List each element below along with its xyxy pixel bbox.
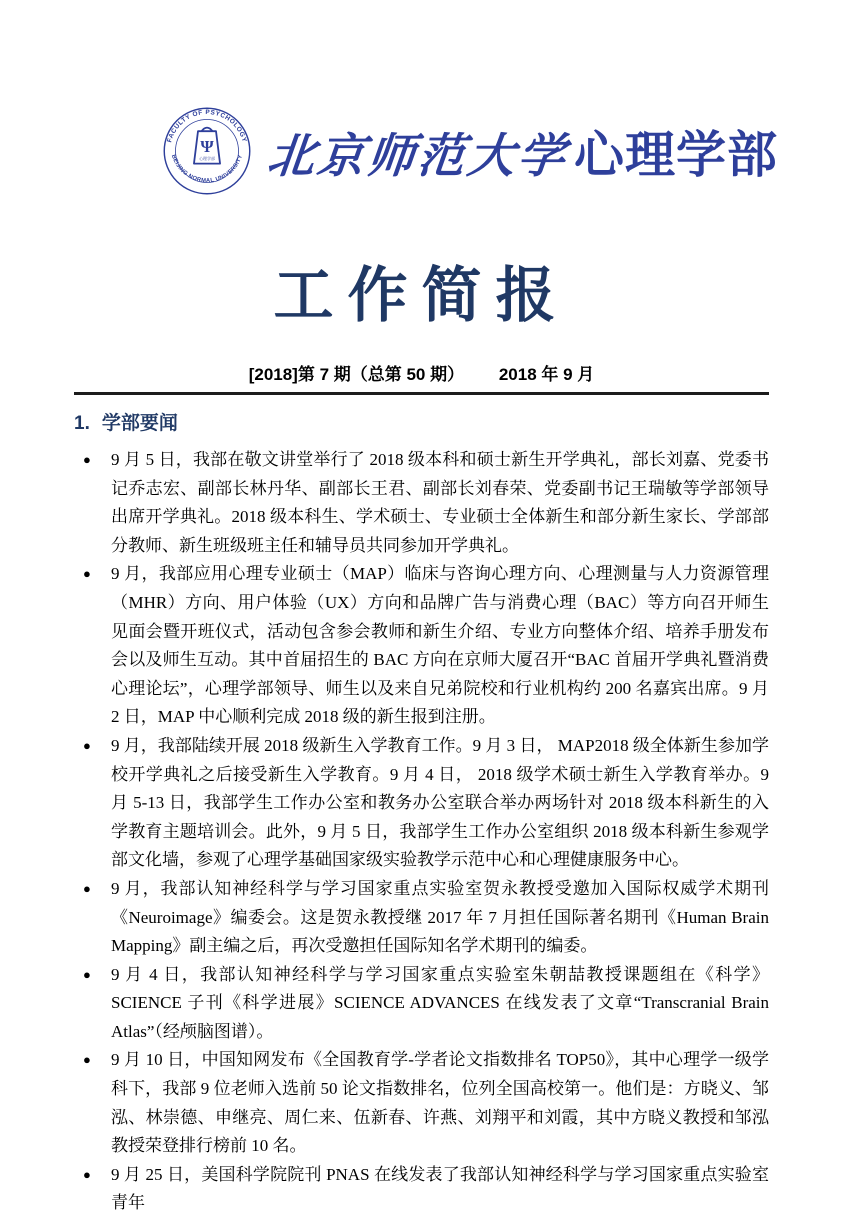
news-item-text: 9 月 5 日，我部在敬文讲堂举行了 2018 级本科和硕士新生开学典礼，部长刘嘉、党委书记乔志宏、副部长林丹华、副部长王君、副部长刘春荣、党委副书记王瑞敏等学部领导出席开学典礼。2018 级本科生、学术硕士、专业硕士全体新生和部分新生家长、学部部分教师、新生班级班主任和辅导员共同参加开学典礼。	[111, 450, 769, 555]
bullet-icon: ●	[83, 737, 91, 753]
letterhead	[74, 0, 778, 196]
news-item-text: 9 月 4 日，我部认知神经科学与学习国家重点实验室朱朝喆教授课题组在《科学》SCIENCE 子刊《科学进展》SCIENCE ADVANCES 在线发表了文章“Transcranial Brain Atlas”（经颅脑图谱）。	[111, 964, 769, 1041]
bullet-icon: ●	[83, 880, 91, 896]
news-item-text: 9 月 10 日，中国知网发布《全国教育学-学者论文指数排名 TOP50》，其中心理学一级学科下，我部 9 位老师入选前 50 论文指数排名，位列全国高校第一。他们是：方晓义、邹泓、林崇德、申继亮、周仁来、伍新春、许燕、刘翔平和刘霞，其中方晓义教授和邹泓教授荣登排行榜前 10 名。	[111, 1050, 769, 1156]
news-item	[74, 1161, 769, 1218]
seal-bottom-text: BEIJING NORMAL UNIVERSITY	[169, 153, 245, 185]
faculty-seal-logo	[162, 106, 252, 196]
bullet-icon: ●	[83, 966, 91, 982]
seal-top-text: FACULTY OF PSYCHOLOGY	[166, 109, 248, 144]
seal-center-caption: 心理学部	[199, 156, 215, 161]
news-item	[74, 732, 769, 875]
news-list	[74, 446, 769, 1218]
news-item	[74, 1046, 769, 1160]
seal-psi-symbol: Ψ	[200, 136, 214, 156]
faculty-name: 心理学部	[574, 127, 778, 183]
news-item	[74, 446, 769, 560]
section-title: 学部要闻	[101, 413, 178, 434]
news-item-text: 9 月，我部认知神经科学与学习国家重点实验室贺永教授受邀加入国际权威学术期刊《Neuroimage》编委会。这是贺永教授继 2017 年 7 月担任国际著名期刊《Human Brain Mapping》副主编之后，再次受邀担任国际知名学术期刊的编委。	[111, 878, 769, 956]
news-item	[74, 961, 769, 1047]
letterhead-wordmark	[264, 115, 778, 187]
document-title: 工作简报	[273, 263, 570, 329]
news-item	[74, 875, 769, 961]
section-number: 1.	[74, 413, 90, 434]
issue-date: 2018 年 9 月	[498, 365, 595, 384]
bullet-icon: ●	[83, 566, 91, 582]
bullet-icon: ●	[83, 452, 91, 467]
news-item-text: 9 月，我部应用心理专业硕士（MAP）临床与咨询心理方向、心理测量与人力资源管理（MHR）方向、用户体验（UX）方向和品牌广告与消费心理（BAC）等方向召开师生见面会暨开班仪式，活动包含参会教师和新生介绍、专业方向整体介绍、培养手册发布会以及师生互动。其中首届招生的 BAC 方向在京师大厦召开“BAC 首届开学典礼暨消费心理论坛”，心理学部领导、师生以及来自兄弟院校和行业机构约 200 名嘉宾出席。9 月 2 日，MAP 中心顺利完成 2018 级的新生报到注册。	[111, 564, 769, 727]
issue-number: [2018]第 7 期（总第 50 期）	[248, 365, 465, 384]
section-heading	[74, 408, 769, 435]
issue-line	[74, 360, 769, 385]
university-name-calligraphy: 北京师范大学	[264, 129, 571, 184]
news-item-text: 9 月 25 日，美国科学院院刊 PNAS 在线发表了我部认知神经科学与学习国家重点实验室青年	[111, 1164, 769, 1213]
bullet-icon: ●	[83, 1052, 91, 1068]
bullet-icon: ●	[83, 1166, 91, 1182]
news-item-text: 9 月，我部陆续开展 2018 级新生入学教育工作。9 月 3 日， MAP2018 级全体新生参加学校开学典礼之后接受新生入学教育。9 月 4 日， 2018 级学术硕士新生入学教育举办。9 月 5-13 日，我部学生工作办公室和教务办公室联合举办两场针对 2018 级本科新生的入学教育主题培训会。此外，9 月 5 日，我部学生工作办公室组织 2018 级本科新生参观学部文化墙，参观了心理学基础国家级实验教学示范中心和心理健康服务中心。	[111, 735, 769, 870]
masthead-divider-rule	[74, 392, 769, 395]
news-item	[74, 560, 769, 732]
